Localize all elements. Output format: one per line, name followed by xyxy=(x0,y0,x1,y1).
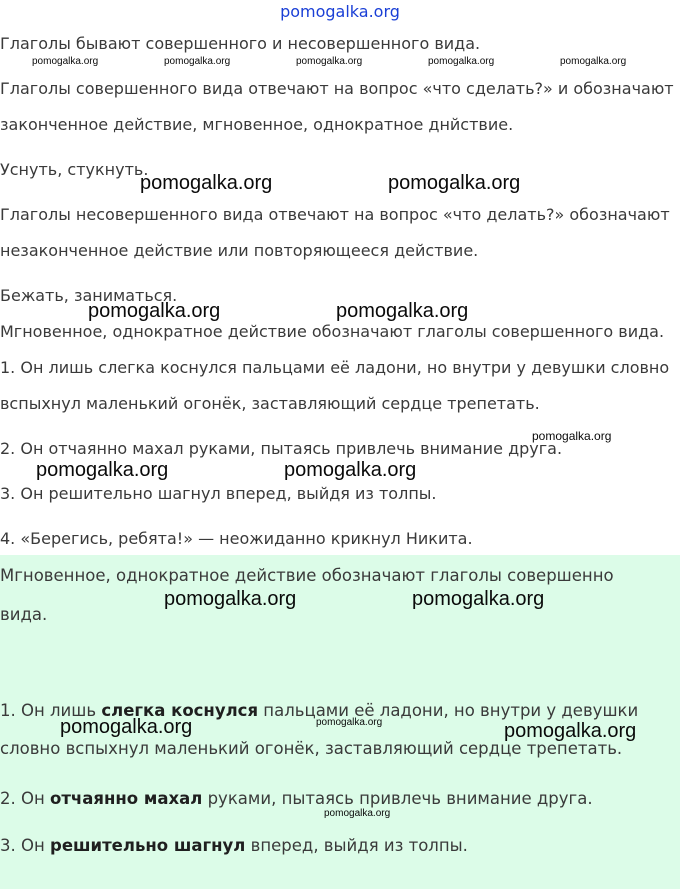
watermark-large: pomogalka.org xyxy=(36,459,169,481)
answer-2-prefix: 2. Он xyxy=(0,789,51,808)
answer-3-highlight: решительно шагнул xyxy=(50,836,246,855)
answer-statement-line2: вида. xyxy=(0,605,48,624)
watermark-large: pomogalka.org xyxy=(504,720,637,742)
header-watermark-link[interactable]: pomogalka.org xyxy=(280,2,400,21)
watermark-large: pomogalka.org xyxy=(284,459,417,481)
imperfective-definition-line2: незаконченное действие или повторяющееся действие. xyxy=(0,241,479,260)
watermark-small: pomogalka.org xyxy=(32,56,99,67)
answer-3-prefix: 3. Он xyxy=(0,836,51,855)
watermark-large: pomogalka.org xyxy=(60,716,193,738)
task-sentence-1-line1: 1. Он лишь слегка коснулся пальцами её ладони, но внутри у девушки словно xyxy=(0,358,670,377)
perfective-examples: Уснуть, стукнуть. xyxy=(0,160,149,179)
answer-1-suffix: пальцами её ладони, но внутри у девушки xyxy=(258,701,639,720)
imperfective-examples: Бежать, заниматься. xyxy=(0,286,178,305)
task-sentence-1-line2: вспыхнул маленький огонёк, заставляющий сердце трепетать. xyxy=(0,394,540,413)
intro-text: Глаголы бывают совершенного и несовершенного вида. xyxy=(0,34,481,53)
watermark-small: pomogalka.org xyxy=(532,429,612,443)
watermark-small: pomogalka.org xyxy=(324,808,391,819)
watermark-large: pomogalka.org xyxy=(336,300,469,322)
answer-2-suffix: руками, пытаясь привлечь внимание друга. xyxy=(202,789,593,808)
answer-sentence-3 xyxy=(0,836,468,856)
answer-statement-line1: Мгновенное, однократное действие обозначают глаголы совершенно xyxy=(0,566,614,585)
answer-3-suffix: вперед, выйдя из толпы. xyxy=(245,836,468,855)
perfective-definition-line1: Глаголы совершенного вида отвечают на вопрос «что сделать?» и обозначают xyxy=(0,79,674,98)
watermark-large: pomogalka.org xyxy=(412,588,545,610)
watermark-large: pomogalka.org xyxy=(388,172,521,194)
task-statement: Мгновенное, однократное действие обозначают глаголы совершенного вида. xyxy=(0,322,665,341)
watermark-small: pomogalka.org xyxy=(164,56,231,67)
watermark-small: pomogalka.org xyxy=(296,56,363,67)
answer-sentence-2 xyxy=(0,789,593,809)
watermark-large: pomogalka.org xyxy=(164,588,297,610)
perfective-definition-line2: законченное действие, мгновенное, однократное днйствие. xyxy=(0,115,514,134)
watermark-small: pomogalka.org xyxy=(560,56,627,67)
watermark-large: pomogalka.org xyxy=(88,300,221,322)
task-sentence-3: 3. Он решительно шагнул вперед, выйдя из толпы. xyxy=(0,484,437,503)
task-sentence-2: 2. Он отчаянно махал руками, пытаясь привлечь внимание друга. xyxy=(0,439,563,458)
answer-sentence-1-line2: словно вспыхнул маленький огонёк, заставляющий сердце трепетать. xyxy=(0,739,623,758)
watermark-large: pomogalka.org xyxy=(140,172,273,194)
answer-1-highlight: слегка коснулся xyxy=(101,701,259,720)
watermark-small: pomogalka.org xyxy=(316,717,383,728)
answer-2-highlight: отчаянно махал xyxy=(50,789,203,808)
answer-1-prefix: 1. Он лишь xyxy=(0,701,102,720)
imperfective-definition-line1: Глаголы несовершенного вида отвечают на вопрос «что делать?» обозначают xyxy=(0,205,670,224)
watermark-small: pomogalka.org xyxy=(428,56,495,67)
task-sentence-4: 4. «Берегись, ребята!» — неожиданно крикнул Никита. xyxy=(0,529,473,548)
